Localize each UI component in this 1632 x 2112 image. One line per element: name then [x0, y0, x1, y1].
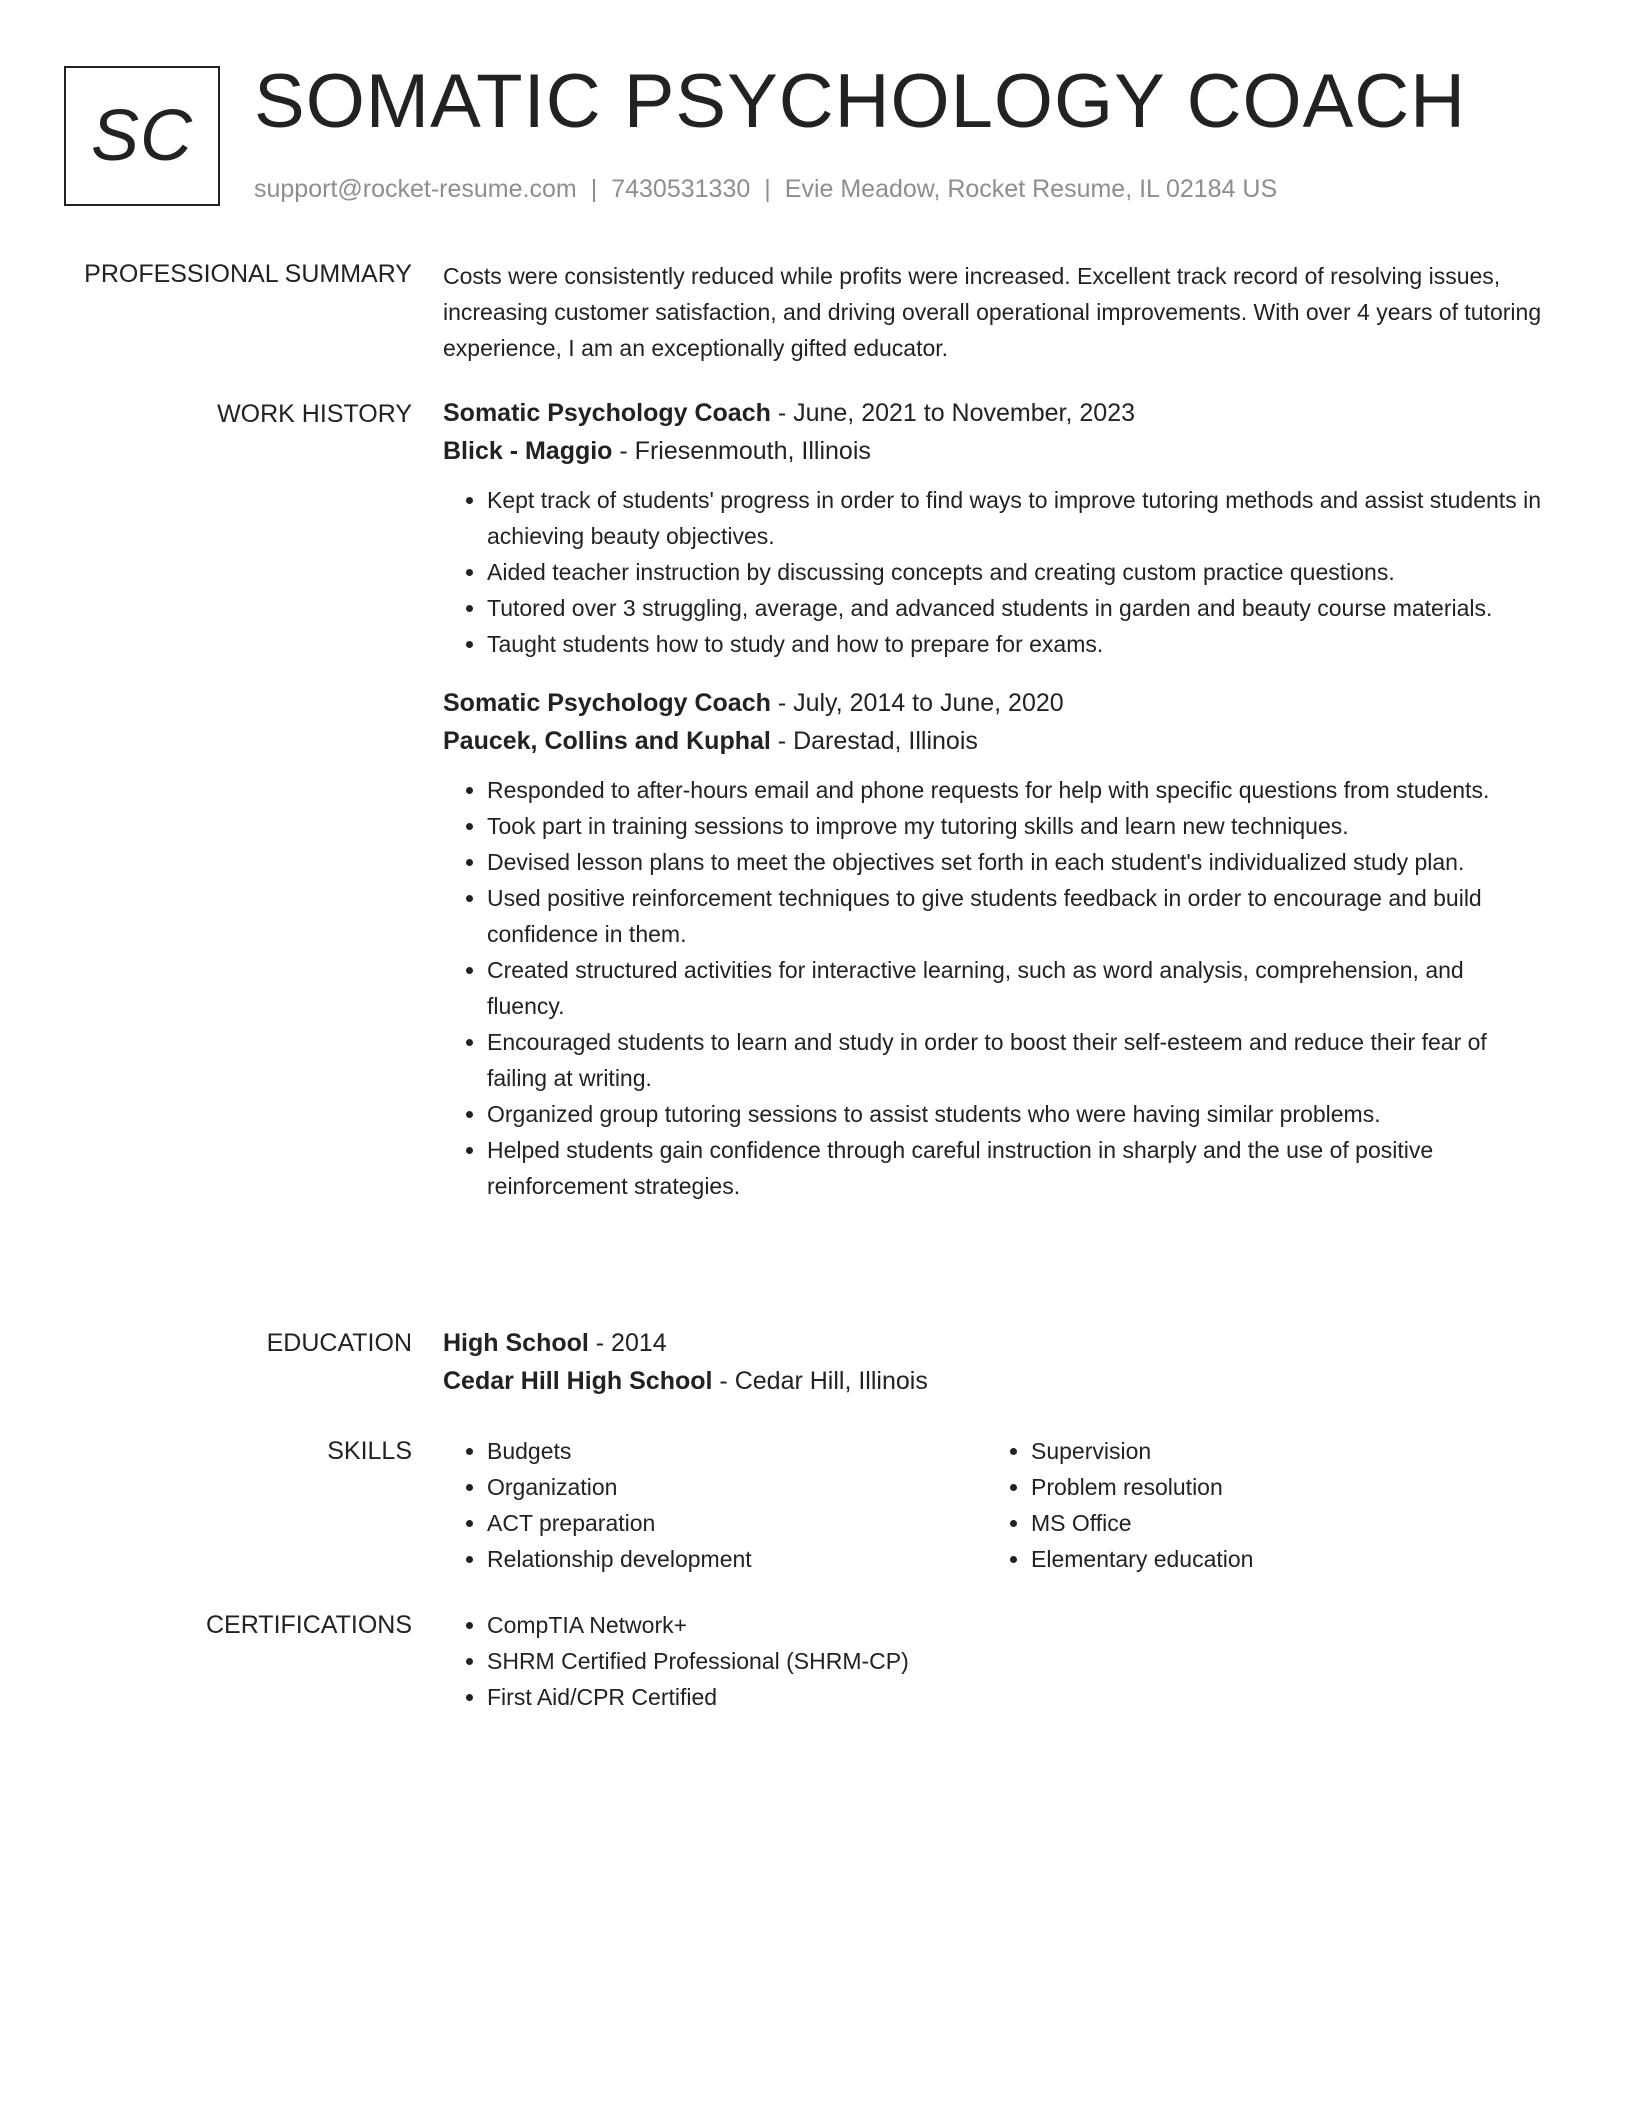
skills-column-right	[987, 1433, 1531, 1577]
job-company-line	[443, 432, 1543, 470]
job-location: - Friesenmouth, Illinois	[612, 437, 871, 465]
summary-text: Costs were consistently reduced while profits were increased. Excellent track record of resolving issues, increasing customer satisfaction, and driving overall operational improvements. With over 4 years of tutoring experience, I am an exceptionally gifted educator.	[443, 263, 1542, 361]
monogram-initials: SC	[90, 96, 194, 176]
section-label-education: EDUCATION	[266, 1329, 412, 1357]
job-bullets	[443, 482, 1543, 662]
contact-separator: |	[764, 175, 771, 203]
monogram-box	[64, 66, 220, 206]
education-degree: High School	[443, 1329, 589, 1357]
job-title-line	[443, 394, 1543, 432]
section-label-skills: SKILLS	[327, 1437, 412, 1465]
skill-item: • Relationship development	[487, 1541, 987, 1577]
skill-item: • Elementary education	[1031, 1541, 1531, 1577]
education-year: - 2014	[588, 1329, 667, 1357]
job-entry	[443, 684, 1543, 1204]
job-dates: - July, 2014 to June, 2020	[770, 689, 1064, 717]
job-bullets	[443, 772, 1543, 1204]
job-bullet: • Taught students how to study and how to prepare for exams.	[487, 626, 1543, 662]
job-company-line	[443, 722, 1543, 760]
job-title-line	[443, 684, 1543, 722]
job-bullet: • Devised lesson plans to meet the objectives set forth in each student's individualized study plan.	[487, 844, 1543, 880]
certification-item: • First Aid/CPR Certified	[487, 1679, 1543, 1715]
resume-title: SOMATIC PSYCHOLOGY COACH	[254, 59, 1467, 144]
job-bullet: • Tutored over 3 struggling, average, and advanced students in garden and beauty course materials.	[487, 590, 1543, 626]
job-title: Somatic Psychology Coach	[443, 399, 771, 427]
job-bullet: • Responded to after-hours email and phone requests for help with specific questions from students.	[487, 772, 1543, 808]
contact-line	[254, 174, 1277, 204]
section-label-certifications: CERTIFICATIONS	[205, 1611, 412, 1639]
skill-item: • ACT preparation	[487, 1505, 987, 1541]
section-label-summary: PROFESSIONAL SUMMARY	[84, 260, 412, 288]
job-company: Blick - Maggio	[443, 437, 613, 465]
job-title: Somatic Psychology Coach	[443, 689, 771, 717]
contact-email: support@rocket-resume.com	[254, 175, 577, 203]
skills-body	[443, 1433, 1543, 1577]
certification-item: • CompTIA Network+	[487, 1607, 1543, 1643]
job-bullet: • Organized group tutoring sessions to assist students who were having similar problems.	[487, 1096, 1543, 1132]
education-school-line	[443, 1362, 1543, 1400]
skill-item: • Budgets	[487, 1433, 987, 1469]
job-bullet: • Encouraged students to learn and study in order to boost their self-esteem and reduce their fear of failing at writing.	[487, 1024, 1543, 1096]
contact-phone: 7430531330	[611, 175, 751, 203]
job-company: Paucek, Collins and Kuphal	[443, 727, 771, 755]
job-bullet: • Took part in training sessions to improve my tutoring skills and learn new techniques.	[487, 808, 1543, 844]
job-bullet: • Created structured activities for interactive learning, such as word analysis, comprehension, and fluency.	[487, 952, 1543, 1024]
skills-column-left	[443, 1433, 987, 1577]
skill-item: • MS Office	[1031, 1505, 1531, 1541]
job-entry	[443, 394, 1543, 662]
job-dates: - June, 2021 to November, 2023	[770, 399, 1135, 427]
skill-item: • Supervision	[1031, 1433, 1531, 1469]
skill-item: • Problem resolution	[1031, 1469, 1531, 1505]
summary-body	[443, 258, 1543, 366]
certifications-list	[443, 1607, 1543, 1715]
skill-item: • Organization	[487, 1469, 987, 1505]
section-label-work: WORK HISTORY	[217, 400, 412, 428]
education-school: Cedar Hill High School	[443, 1367, 713, 1395]
job-bullet: • Used positive reinforcement techniques to give students feedback in order to encourage and build confidence in them.	[487, 880, 1543, 952]
job-bullet: • Helped students gain confidence through careful instruction in sharply and the use of positive reinforcement strategies.	[487, 1132, 1543, 1204]
education-body	[443, 1324, 1543, 1400]
contact-address: Evie Meadow, Rocket Resume, IL 02184 US	[784, 175, 1278, 203]
certifications-body	[443, 1607, 1543, 1715]
job-bullet: • Kept track of students' progress in order to find ways to improve tutoring methods and assist students in achieving beauty objectives.	[487, 482, 1543, 554]
education-location: - Cedar Hill, Illinois	[712, 1367, 928, 1395]
work-body	[443, 394, 1543, 1204]
job-bullet: • Aided teacher instruction by discussing concepts and creating custom practice questions.	[487, 554, 1543, 590]
job-location: - Darestad, Illinois	[770, 727, 978, 755]
certification-item: • SHRM Certified Professional (SHRM-CP)	[487, 1643, 1543, 1679]
contact-separator: |	[590, 175, 598, 203]
skills-grid	[443, 1433, 1543, 1577]
education-degree-line	[443, 1324, 1543, 1362]
